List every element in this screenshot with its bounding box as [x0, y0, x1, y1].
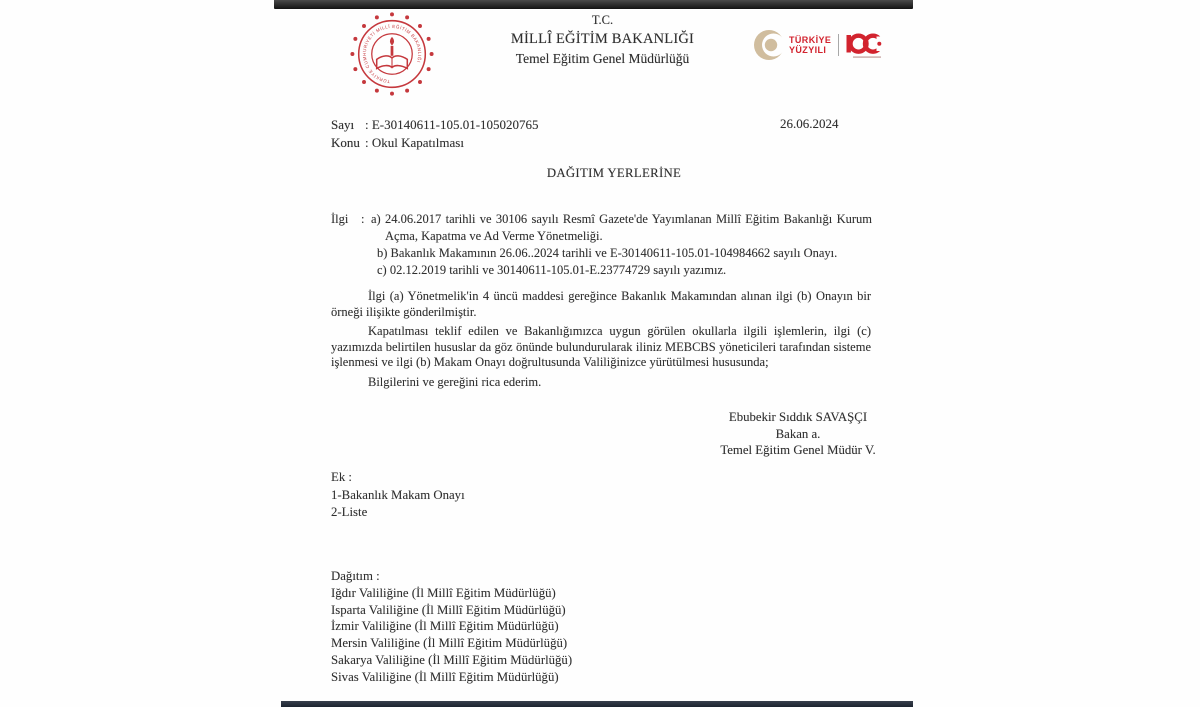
seal-torch-flame [390, 37, 394, 46]
yuzyil-word-line2: YÜZYILI [789, 45, 827, 55]
scan-top-edge [274, 0, 913, 9]
signer-name: Ebubekir Sıddık SAVAŞÇI [728, 410, 868, 424]
document-date: 26.06.2024 [780, 116, 839, 131]
signer-title-2: Temel Eğitim Genel Müdür V. [720, 443, 876, 457]
letterhead-titles [420, 13, 785, 67]
seal-torch-handle [391, 46, 394, 56]
attachments-label: Ek : [331, 470, 352, 484]
distribution-item: Sakarya Valiliğine (İl Millî Eğitim Müdürlüğü) [331, 652, 573, 667]
turkiye-yuzyili-crescent-icon [753, 29, 785, 61]
sayi-value: : E-30140611-105.01-105020765 [365, 117, 539, 132]
recipient-line: DAĞITIM YERLERİNE [546, 166, 682, 180]
centennial-caption-line [853, 56, 881, 57]
scan-bottom-edge [281, 701, 913, 707]
distribution-item: Isparta Valiliğine (İl Millî Eğitim Müdürlüğü) [331, 602, 566, 617]
sayi-label: Sayı [331, 117, 355, 132]
distribution-block [331, 568, 572, 686]
reference-item: b) Bakanlık Makamının 26.06..2024 tarihli ve E-30140611-105.01-104984662 sayılı Onayı. [377, 246, 838, 260]
ilgi-label: İlgi [331, 212, 349, 226]
distribution-label: Dağıtım : [331, 569, 380, 583]
republic-abbr: T.C. [591, 13, 614, 27]
body-paragraph: Kapatılması teklif edilen ve Bakanlığımızca uygun görülen okullarla ilgili işlemlerin, ilgi (c) yazımızda belirtilen hususlar da göz önünde bulundurularak iliniz MEBCBS yöneticileri tarafından sisteme işlenmesi ve ilgi (b) Makam Onayı doğrultusunda Valiliğinizce yürütülmesi hususunda; [331, 324, 871, 369]
sayi-row [331, 116, 539, 134]
konu-row [331, 134, 539, 152]
ministry-name: MİLLÎ EĞİTİM BAKANLIĞI [510, 31, 695, 47]
letter-body [331, 289, 871, 394]
document-meta [331, 116, 539, 152]
ilgi-colon: : [361, 212, 365, 226]
distribution-item: Iğdır Valiliğine (İl Millî Eğitim Müdürlüğü) [331, 585, 556, 600]
centennial-100-icon [845, 32, 882, 59]
signature-block [716, 409, 880, 459]
body-paragraph: İlgi (a) Yönetmelik'in 4 üncü maddesi gereğince Bakanlık Makamından alınan ilgi (b) Onayın bir örneği ilişikte gönderilmiştir. [331, 289, 871, 319]
distribution-item: Mersin Valiliğine (İl Millî Eğitim Müdürlüğü) [331, 636, 568, 651]
logo-divider [838, 34, 839, 56]
yuzyil-word-line1: TÜRKİYE [789, 35, 832, 45]
seal-ring-text: TÜRKİYE CUMHURİYETİ MİLLÎ EĞİTİM BAKANLIĞI [361, 23, 423, 85]
reference-item: a) 24.06.2017 tarihli ve 30106 sayılı Resmî Gazete'de Yayımlanan Millî Eğitim Bakanlığı Kurum Açma, Kapatma ve Ad Verme Yönetmeliği. [371, 212, 872, 243]
references-block [331, 211, 872, 279]
konu-value: : Okul Kapatılması [365, 135, 464, 150]
distribution-item: İzmir Valiliğine (İl Millî Eğitim Müdürlüğü) [331, 619, 559, 634]
reference-item: c) 02.12.2019 tarihli ve 30140611-105.01-E.23774729 sayılı yazımız. [377, 263, 727, 277]
attachment-item: 2-Liste [331, 505, 368, 519]
konu-label: Konu [331, 135, 360, 150]
directorate-name: Temel Eğitim Genel Müdürlüğü [515, 51, 690, 66]
signer-title-1: Bakan a. [775, 426, 821, 441]
distribution-item: Sivas Valiliğine (İl Millî Eğitim Müdürlüğü) [331, 669, 559, 684]
logo-group [753, 29, 882, 61]
attachment-item: 1-Bakanlık Makam Onayı [331, 487, 465, 502]
attachments-block [331, 469, 465, 522]
turkiye-yuzyili-wordmark [789, 35, 831, 55]
closing-line: Bilgilerini ve gereğini rica ederim. [368, 374, 542, 389]
